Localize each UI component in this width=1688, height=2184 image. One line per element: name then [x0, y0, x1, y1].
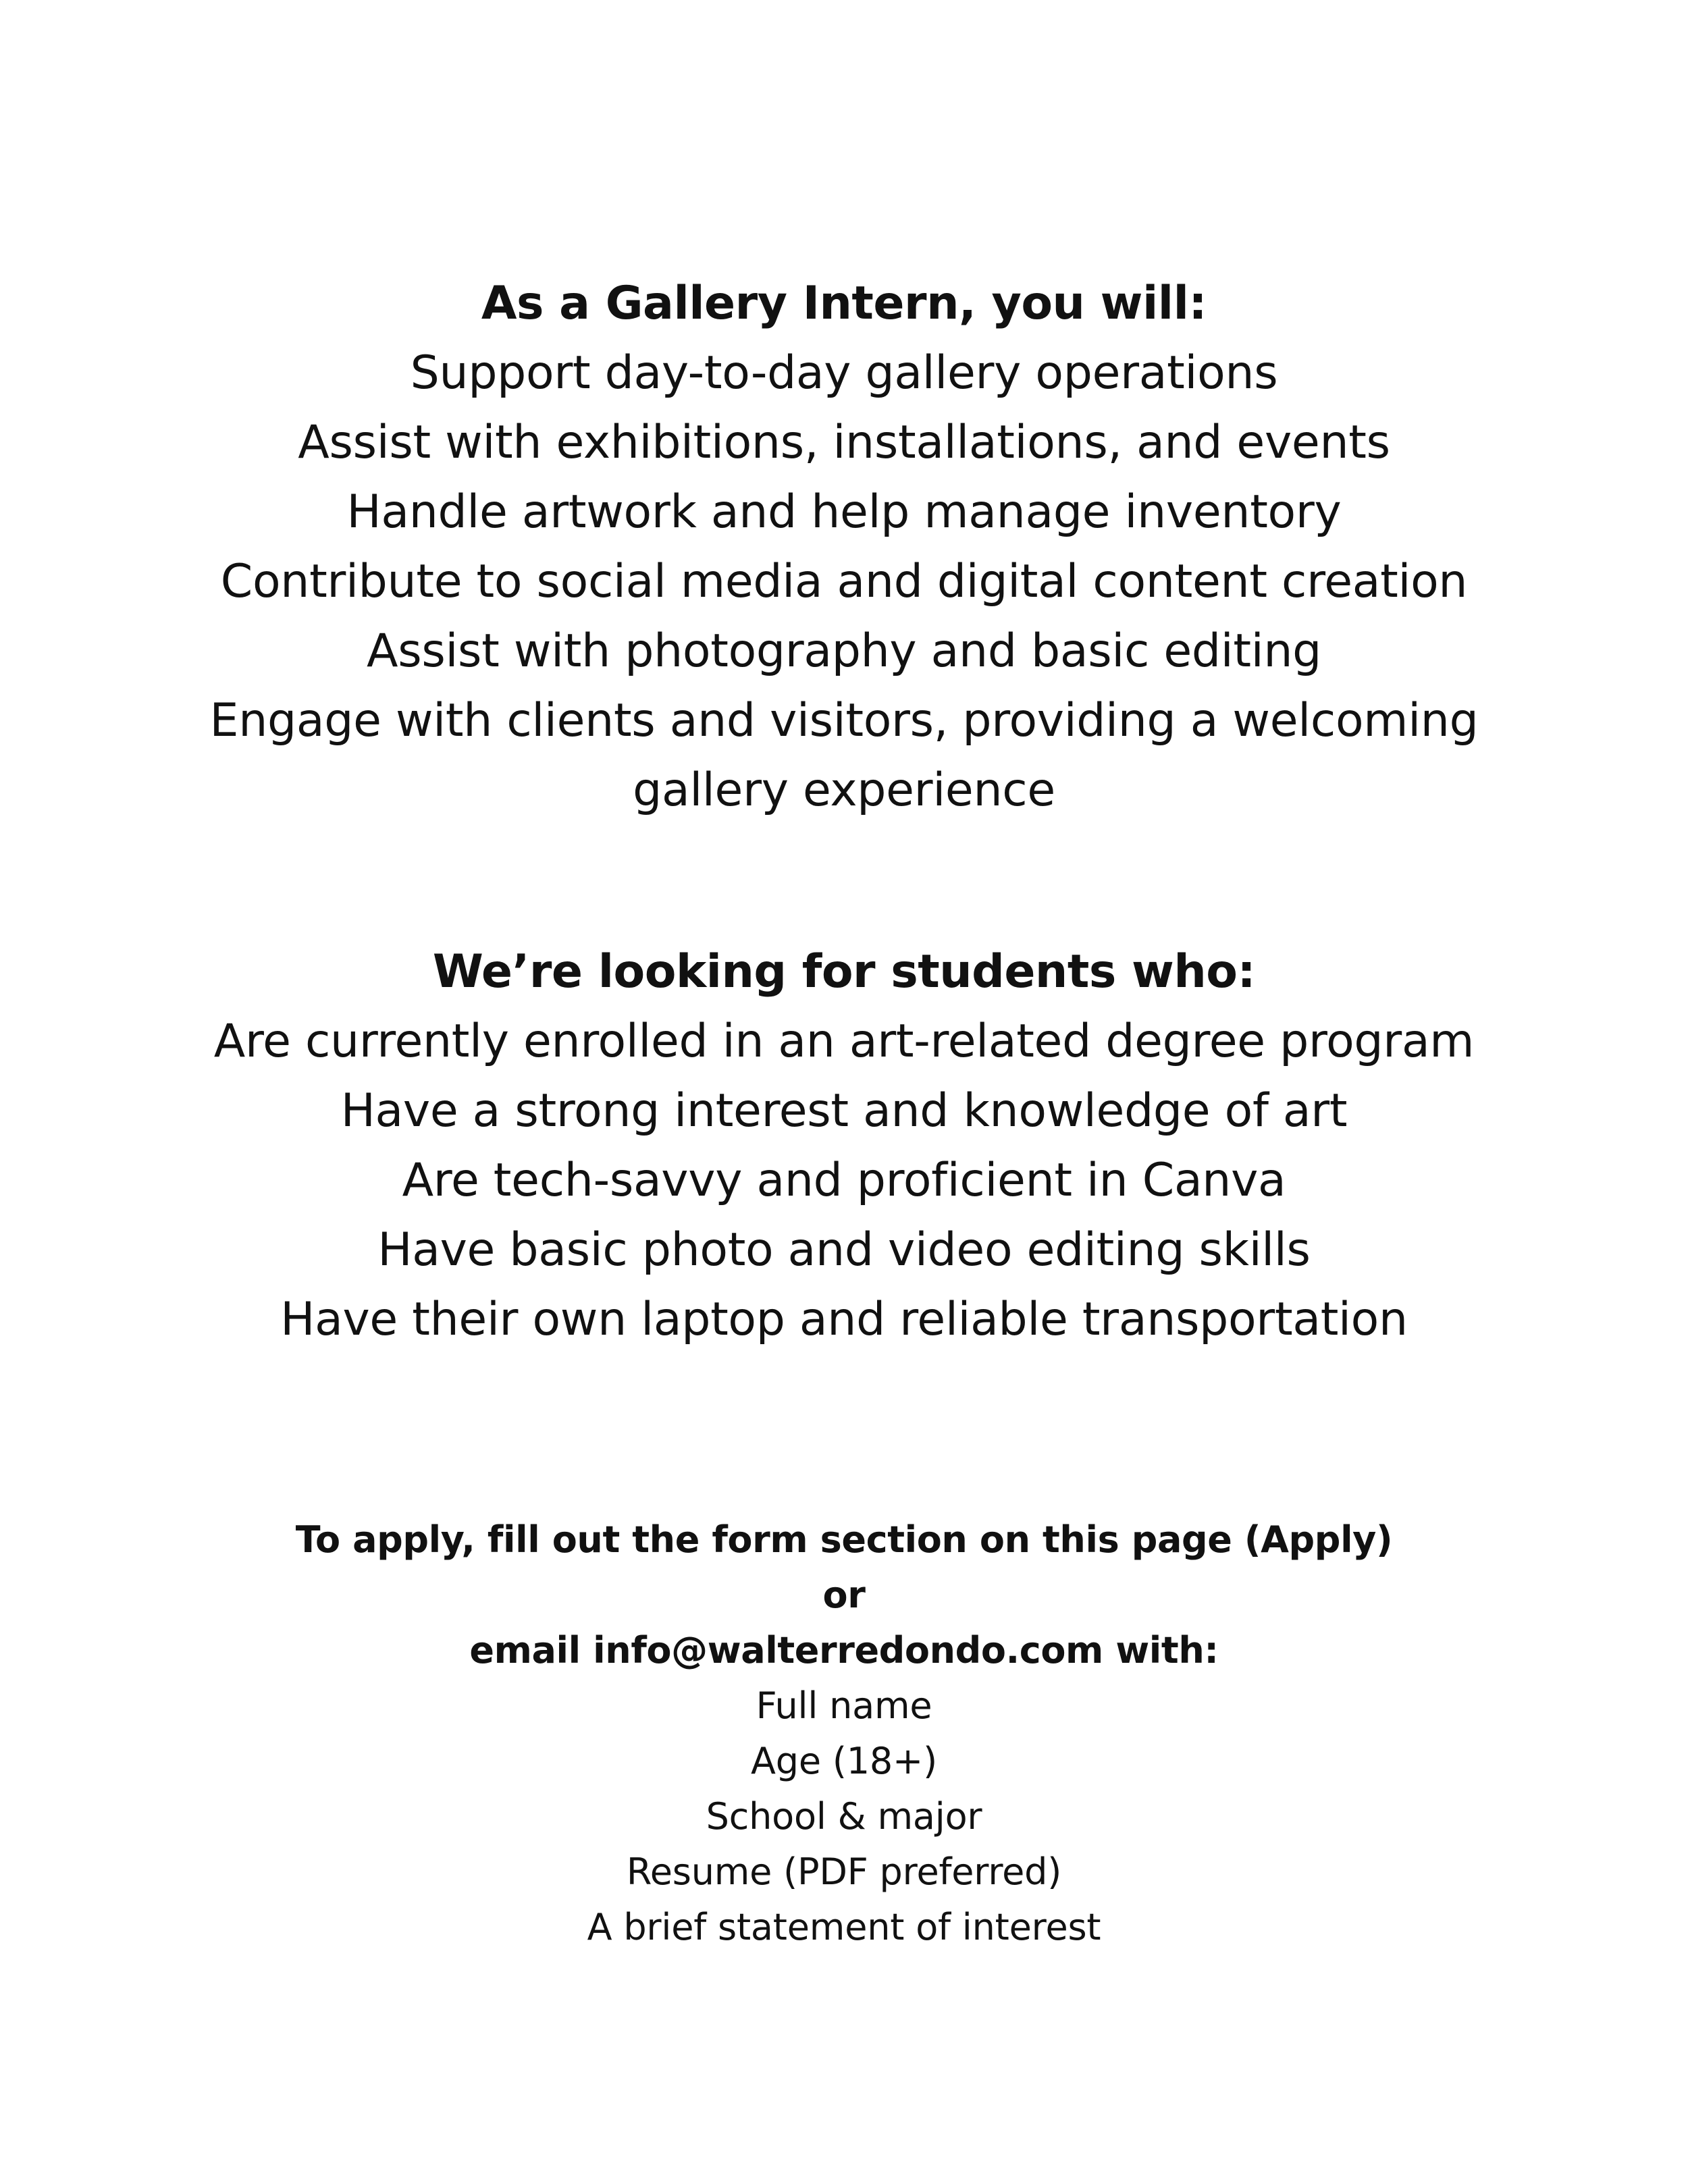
list-item: gallery experience	[633, 764, 1055, 817]
apply-section	[101, 1512, 1587, 1955]
apply-requirements-list	[101, 1678, 1587, 1955]
list-item: A brief statement of interest	[587, 1906, 1101, 1948]
list-item: Are currently enrolled in an art-related degree program	[213, 1015, 1475, 1068]
apply-or: or	[822, 1574, 866, 1616]
list-item: Age (18+)	[751, 1740, 937, 1782]
apply-instruction: To apply, fill out the form section on this page (Apply)	[295, 1518, 1393, 1561]
list-item: Handle artwork and help manage inventory	[346, 485, 1342, 539]
list-item: Full name	[756, 1684, 932, 1727]
list-item: School & major	[706, 1795, 982, 1838]
list-item: Resume (PDF preferred)	[626, 1850, 1062, 1893]
list-item: Have their own laptop and reliable transportation	[280, 1293, 1408, 1346]
list-item: Support day-to-day gallery operations	[410, 346, 1278, 400]
requirements-section	[101, 937, 1587, 1354]
duties-heading: As a Gallery Intern, you will:	[481, 277, 1207, 330]
requirements-list	[101, 1007, 1587, 1354]
duties-list	[101, 338, 1587, 825]
apply-email-line: email info@walterredondo.com with:	[469, 1629, 1219, 1672]
list-item: Engage with clients and visitors, providing a welcoming	[209, 694, 1479, 747]
requirements-heading: We’re looking for students who:	[432, 945, 1256, 998]
list-item: Assist with exhibitions, installations, and events	[298, 416, 1390, 469]
list-item: Are tech-savvy and proficient in Canva	[402, 1154, 1286, 1207]
list-item: Have basic photo and video editing skills	[377, 1223, 1311, 1277]
duties-section	[101, 269, 1587, 825]
list-item: Contribute to social media and digital content creation	[220, 555, 1468, 608]
list-item: Have a strong interest and knowledge of art	[340, 1084, 1348, 1138]
list-item: Assist with photography and basic editing	[366, 624, 1321, 678]
